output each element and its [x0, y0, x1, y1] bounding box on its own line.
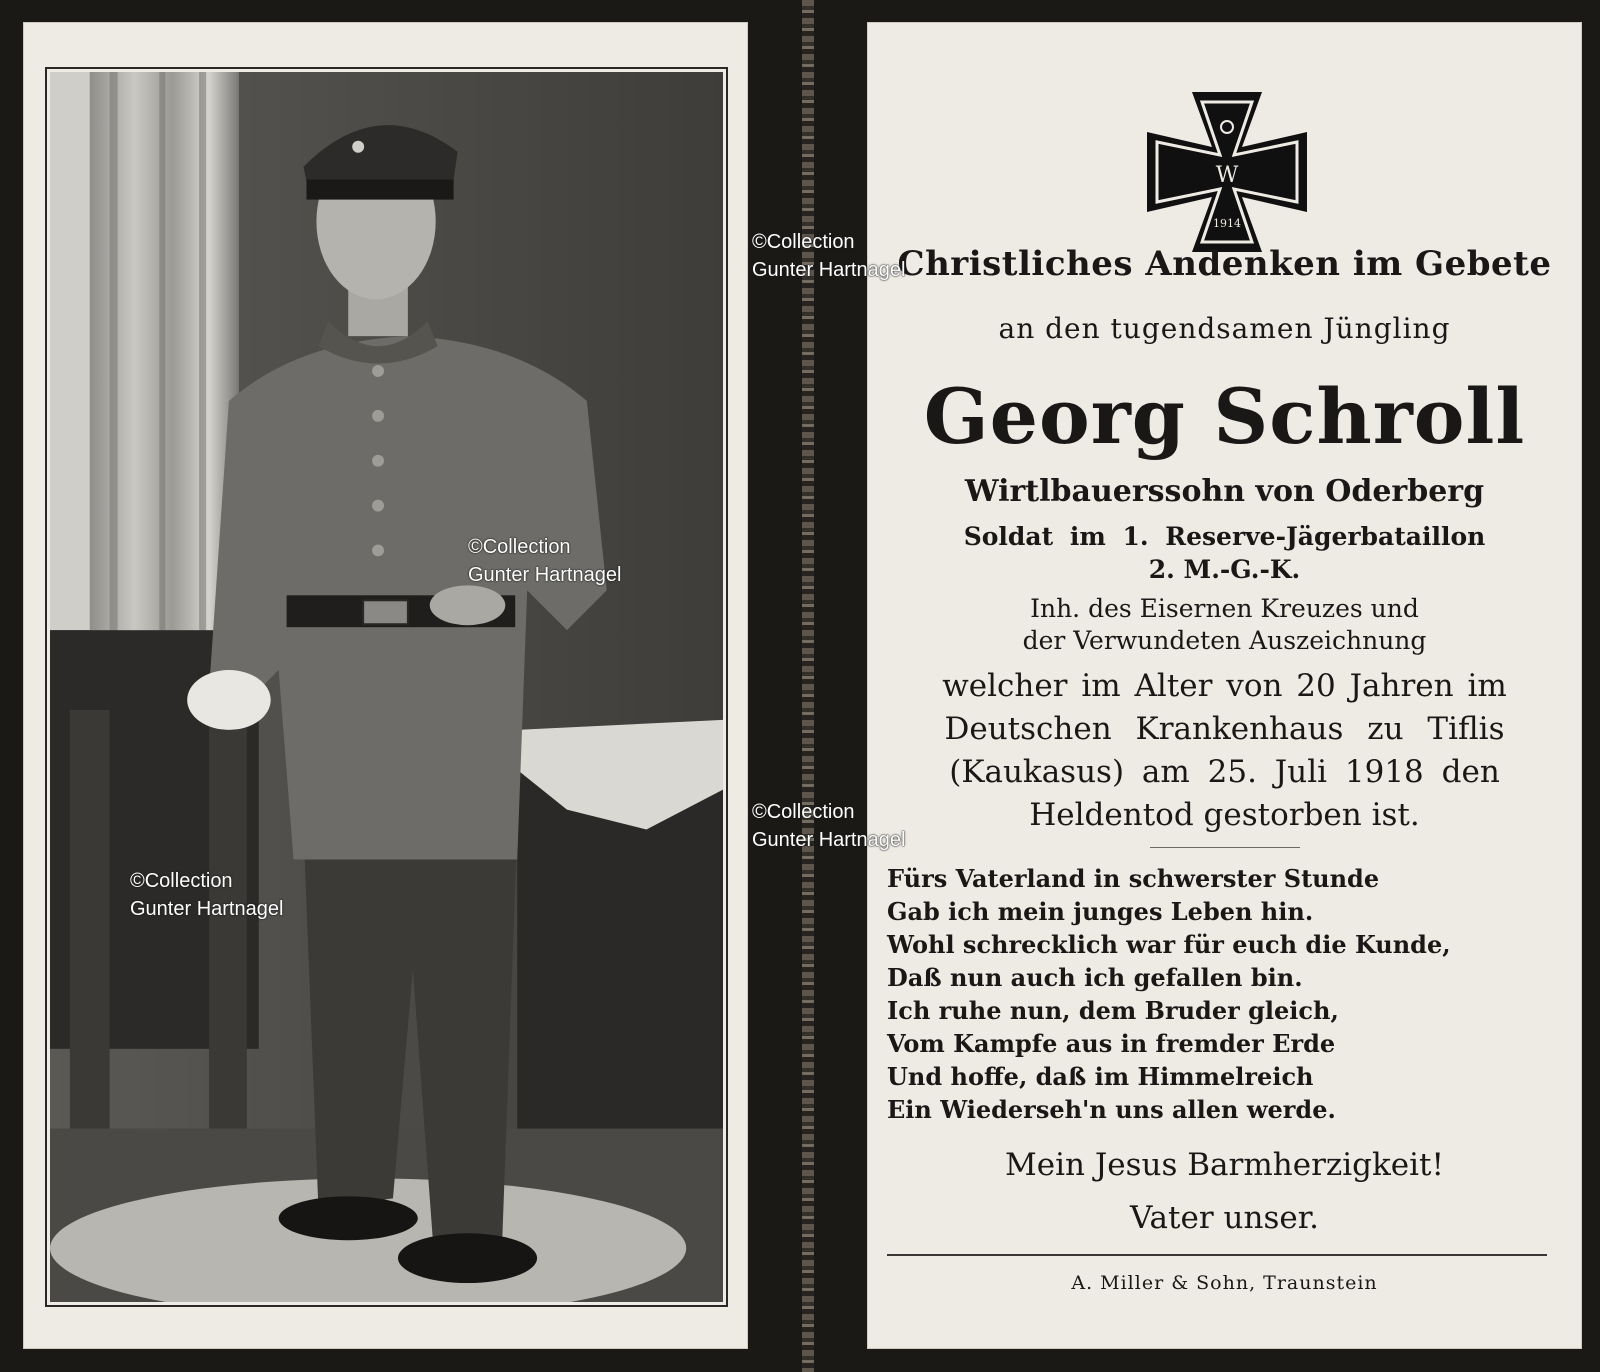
prayer-line-1: Mein Jesus Barmherzigkeit! — [1005, 1147, 1444, 1183]
footer-divider — [887, 1254, 1547, 1256]
photo-frame — [45, 67, 728, 1307]
memorial-heading: Christliches Andenken im Gebete — [897, 244, 1552, 284]
death-line-2: Deutschen Krankenhaus zu Tiflis — [944, 711, 1505, 747]
poem-line: Ein Wiederseh'n uns allen werde. — [887, 1095, 1336, 1124]
collection-watermark — [752, 228, 905, 284]
collection-watermark — [752, 798, 905, 854]
poem-line: Fürs Vaterland in schwerster Stunde — [887, 864, 1380, 893]
printer-credit: A. Miller & Sohn, Traunstein — [1071, 1272, 1378, 1294]
death-line-1: welcher im Alter von 20 Jahren im — [942, 668, 1507, 704]
award-line-2: der Verwundeten Auszeichnung — [1022, 626, 1427, 655]
watermark-line-1: ©Collection — [752, 231, 855, 253]
poem-line: Vom Kampfe aus in fremder Erde — [887, 1029, 1336, 1058]
collection-watermark — [468, 533, 621, 589]
poem-line: Und hoffe, daß im Himmelreich — [887, 1062, 1314, 1091]
occupation-line: Wirtlbauerssohn von Oderberg — [964, 474, 1485, 509]
cross-year: 1914 — [1213, 217, 1241, 230]
memorial-text-card — [867, 22, 1582, 1349]
watermark-line-2: Gunter Hartnagel — [752, 259, 906, 281]
prayer-line-2: Vater unser. — [1130, 1200, 1319, 1236]
poem-line: Wohl schrecklich war für euch die Kunde, — [887, 930, 1451, 959]
collection-watermark — [130, 867, 283, 923]
unit-line-2: 2. M.-G.-K. — [1148, 555, 1301, 584]
iron-cross-icon — [1142, 87, 1312, 257]
watermark-line-1: ©Collection — [130, 870, 233, 892]
watermark-line-2: Gunter Hartnagel — [130, 898, 284, 920]
watermark-line-1: ©Collection — [752, 801, 855, 823]
watermark-line-2: Gunter Hartnagel — [468, 564, 622, 586]
section-divider — [1150, 847, 1300, 848]
award-line-1: Inh. des Eisernen Kreuzes und — [1030, 594, 1419, 623]
poem-line: Daß nun auch ich gefallen bin. — [887, 963, 1303, 992]
death-line-3: (Kaukasus) am 25. Juli 1918 den — [949, 754, 1500, 790]
deceased-name: Georg Schroll — [923, 372, 1526, 461]
unit-line-1: Soldat im 1. Reserve-Jägerbataillon — [963, 522, 1486, 551]
card-fold-spine — [802, 0, 814, 1372]
poem-line: Gab ich mein junges Leben hin. — [887, 897, 1314, 926]
watermark-line-1: ©Collection — [468, 536, 571, 558]
poem-line: Ich ruhe nun, dem Bruder gleich, — [887, 996, 1339, 1025]
soldier-portrait-photo — [50, 72, 723, 1302]
photo-card — [23, 22, 748, 1349]
watermark-line-2: Gunter Hartnagel — [752, 829, 906, 851]
cross-letter: W — [1215, 163, 1239, 188]
dedication-line: an den tugendsamen Jüngling — [998, 312, 1451, 345]
death-line-4: Heldentod gestorben ist. — [1029, 797, 1420, 833]
